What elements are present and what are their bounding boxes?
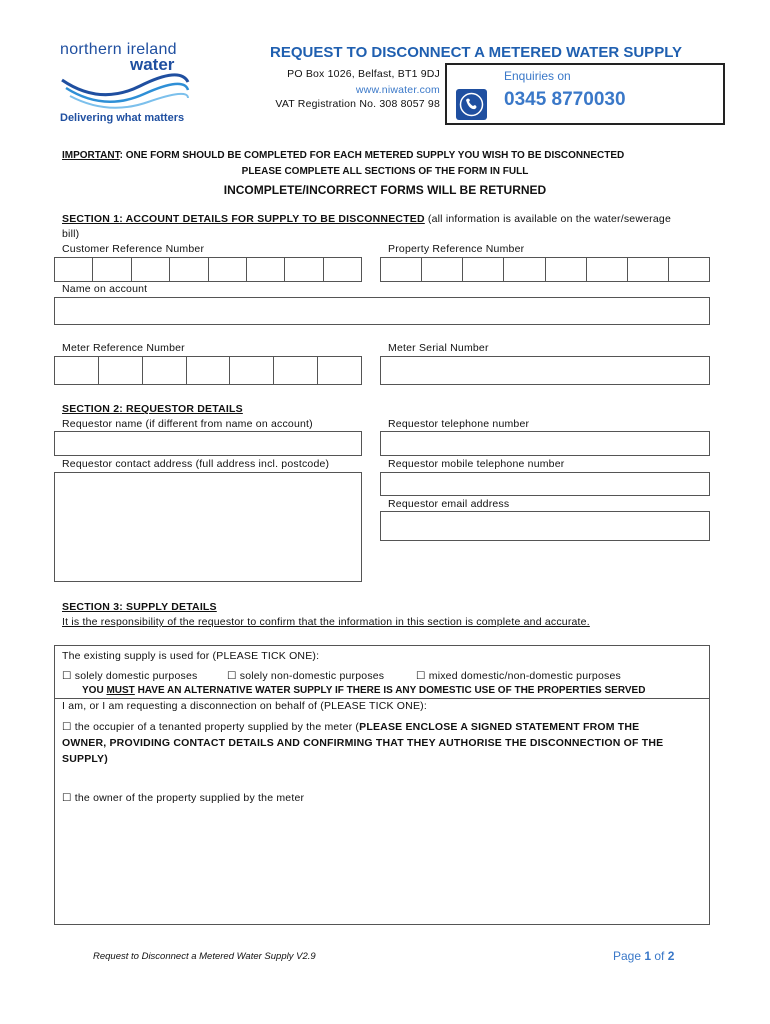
logo: [60, 42, 200, 126]
owner-option-label: the owner of the property supplied by the meter: [74, 792, 305, 804]
occupier-option-note: PLEASE ENCLOSE A SIGNED STATEMENT FROM THE OWNER, PROVIDING CONTACT DETAILS AND CONFIRMING THAT THEY AUTHORISE THE DISCONNECTION OF THE SUPPLY): [62, 721, 664, 765]
customer-ref-label: Customer Reference Number: [62, 243, 205, 255]
mixed-checkbox[interactable]: ☐: [416, 670, 426, 682]
occupier-option: [62, 719, 682, 767]
owner-option: [62, 792, 304, 804]
property-ref-input[interactable]: [380, 257, 710, 282]
logo-tagline: Delivering what matters: [60, 112, 185, 124]
mixed-option-row: [416, 670, 621, 682]
requestor-mobile-input[interactable]: [380, 472, 710, 496]
non-domestic-checkbox[interactable]: ☐: [227, 670, 237, 682]
warning-must: MUST: [106, 685, 135, 696]
occupier-checkbox[interactable]: ☐: [62, 721, 72, 733]
mixed-option-label: mixed domestic/non-domestic purposes: [428, 670, 621, 682]
supply-details-box: [54, 645, 710, 925]
requestor-phone-label: Requestor telephone number: [388, 418, 530, 430]
section1-note2: bill): [62, 228, 80, 240]
po-box: PO Box 1026, Belfast, BT1 9DJ: [287, 68, 440, 80]
requestor-name-input[interactable]: [54, 431, 362, 456]
important-text: : ONE FORM SHOULD BE COMPLETED FOR EACH METERED SUPPLY YOU WISH TO BE DISCONNECTED: [119, 150, 625, 161]
page-word: Page: [613, 949, 645, 963]
footer-page-number: [613, 949, 674, 963]
enquiries-label: Enquiries on: [504, 69, 571, 83]
section1-note: (all information is available on the water/sewerage: [424, 213, 671, 225]
important-line3: INCOMPLETE/INCORRECT FORMS WILL BE RETURNED: [223, 183, 547, 197]
logo-line1: northern ireland: [60, 41, 177, 58]
meter-ref-label: Meter Reference Number: [62, 342, 185, 354]
divider: [55, 698, 709, 699]
phone-icon: [456, 89, 487, 120]
owner-checkbox[interactable]: ☐: [62, 792, 72, 804]
supply-used-label: The existing supply is used for (PLEASE TICK ONE):: [62, 650, 320, 662]
phone-number[interactable]: 0345 8770030: [504, 89, 626, 110]
page-title: REQUEST TO DISCONNECT A METERED WATER SUPPLY: [270, 44, 682, 61]
requestor-address-label: Requestor contact address (full address incl. postcode): [62, 458, 330, 470]
supply-options-row: [62, 670, 197, 682]
meter-serial-label: Meter Serial Number: [388, 342, 489, 354]
website-link[interactable]: www.niwater.com: [355, 84, 440, 96]
non-domestic-option-label: solely non-domestic purposes: [239, 670, 385, 682]
enquiries-box: [445, 63, 725, 125]
property-ref-label: Property Reference Number: [388, 243, 525, 255]
of-word: of: [651, 949, 668, 963]
section1-heading: SECTION 1: ACCOUNT DETAILS FOR SUPPLY TO BE DISCONNECTED: [62, 213, 425, 225]
page-total: 2: [667, 949, 675, 963]
customer-ref-input[interactable]: [54, 257, 362, 282]
meter-serial-input[interactable]: [380, 356, 710, 385]
page-num: 1: [644, 949, 652, 963]
requestor-email-input[interactable]: [380, 511, 710, 541]
requestor-address-input[interactable]: [54, 472, 362, 582]
warning-pre: YOU: [82, 685, 107, 696]
section1-heading-line: [62, 213, 671, 225]
meter-ref-input[interactable]: [54, 356, 362, 385]
non-domestic-option-row: [227, 670, 384, 682]
requestor-name-label: Requestor name (if different from name on account): [62, 418, 313, 430]
water-waves-icon: [60, 72, 190, 112]
section2-heading: SECTION 2: REQUESTOR DETAILS: [62, 403, 243, 415]
domestic-checkbox[interactable]: ☐: [62, 670, 72, 682]
occupier-option-label: the occupier of a tenanted property supplied by the meter (: [74, 721, 360, 733]
name-on-account-input[interactable]: [54, 297, 710, 325]
logo-line2: water: [130, 55, 175, 74]
name-on-account-label: Name on account: [62, 283, 148, 295]
alternative-supply-warning: [82, 685, 645, 696]
requestor-phone-input[interactable]: [380, 431, 710, 456]
important-line2: PLEASE COMPLETE ALL SECTIONS OF THE FORM IN FULL: [241, 166, 529, 177]
requestor-email-label: Requestor email address: [388, 498, 510, 510]
section3-heading: SECTION 3: SUPPLY DETAILS: [62, 601, 217, 613]
footer-doc-name: Request to Disconnect a Metered Water Supply V2.9: [93, 951, 316, 962]
important-prefix: IMPORTANT: [62, 150, 120, 161]
domestic-option-label: solely domestic purposes: [74, 670, 198, 682]
requestor-mobile-label: Requestor mobile telephone number: [388, 458, 565, 470]
section3-subheading: It is the responsibility of the requestor to confirm that the information in this section is complete and accurate.: [62, 616, 590, 628]
warning-post: HAVE AN ALTERNATIVE WATER SUPPLY IF THERE IS ANY DOMESTIC USE OF THE PROPERTIES SERVED: [134, 685, 646, 696]
important-line1: [62, 150, 624, 161]
vat-number: VAT Registration No. 308 8057 98: [275, 98, 440, 110]
behalf-label: I am, or I am requesting a disconnection on behalf of (PLEASE TICK ONE):: [62, 700, 427, 712]
